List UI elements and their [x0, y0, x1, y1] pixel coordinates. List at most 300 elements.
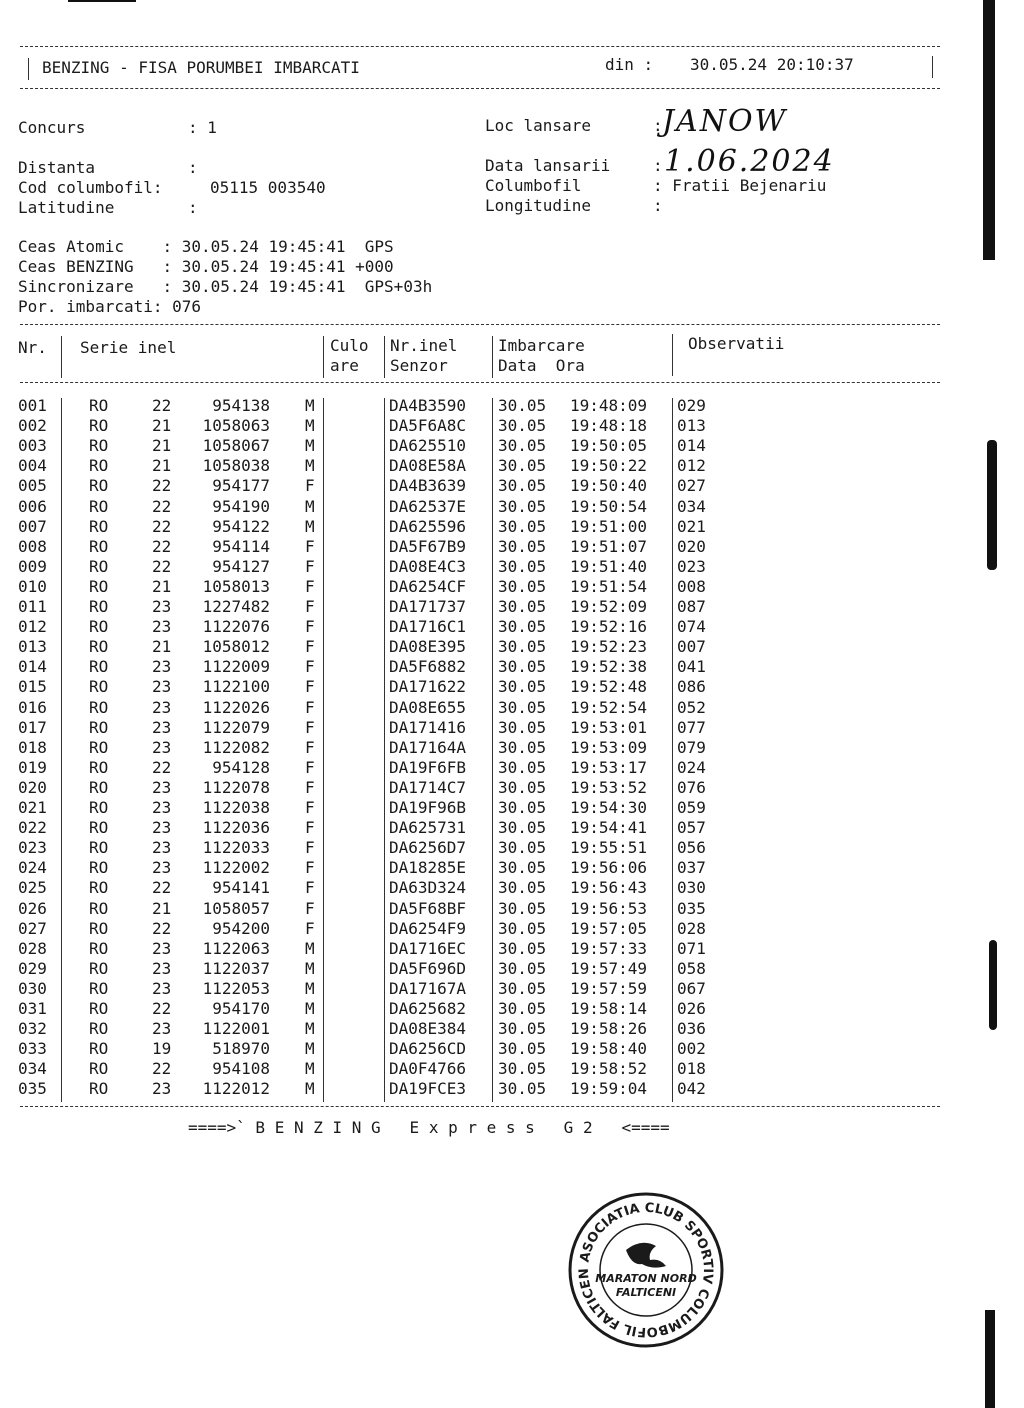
data-lansarii-label: Data lansarii — [485, 156, 611, 175]
cell-tara: RO — [89, 878, 109, 898]
cell-an: 21 — [152, 576, 172, 596]
header-sep-2 — [323, 336, 324, 378]
cell-obs: 041 — [677, 657, 706, 677]
cell-sex: F — [305, 576, 315, 596]
cell-obs: 087 — [677, 597, 706, 616]
cell-senzor: DA5F68BF — [389, 898, 467, 918]
cell-obs: 023 — [677, 556, 706, 576]
cell-senzor: DA625596 — [389, 516, 467, 536]
cell-ora: 19:51:54 — [570, 576, 648, 596]
cell-inel: 1058013 — [202, 576, 270, 596]
cell-nr: 004 — [18, 456, 47, 476]
cell-data: 30.05 — [498, 697, 547, 717]
stamp-inner-line-2: FALTICENI — [615, 1286, 677, 1299]
cell-obs: 086 — [677, 677, 706, 697]
cell-an: 23 — [152, 798, 172, 817]
cell-ora: 19:58:52 — [570, 1059, 648, 1079]
cell-nr: 008 — [18, 536, 47, 556]
cell-inel: 954170 — [212, 999, 270, 1018]
header-left-border — [28, 58, 29, 80]
cell-nr: 025 — [18, 878, 47, 898]
cell-senzor: DA1716C1 — [389, 617, 467, 637]
cell-tara: RO — [89, 516, 109, 536]
cell-senzor: DA19F96B — [389, 798, 467, 817]
table-row — [0, 939, 1024, 959]
cell-nr: 006 — [18, 496, 47, 516]
cell-sex: M — [305, 958, 315, 978]
table-row — [0, 517, 1024, 537]
cell-sex: F — [305, 818, 315, 838]
cell-nr: 021 — [18, 798, 47, 817]
cell-data: 30.05 — [498, 1039, 547, 1059]
cell-sex: M — [305, 1039, 315, 1059]
table-row — [0, 1019, 1024, 1039]
columbofil-value: : Fratii Bejenariu — [653, 176, 827, 195]
table-row — [0, 818, 1024, 838]
cell-sex: F — [305, 597, 315, 616]
cell-ora: 19:50:40 — [570, 476, 648, 496]
cell-sex: M — [305, 496, 315, 516]
cell-sex: F — [305, 556, 315, 576]
cell-tara: RO — [89, 918, 109, 938]
cell-senzor: DA171622 — [389, 677, 467, 697]
dove-icon — [626, 1243, 666, 1268]
cell-data: 30.05 — [498, 436, 547, 456]
col-header-nr-inel-1: Nr.inel — [390, 336, 458, 355]
cell-nr: 011 — [18, 597, 47, 616]
cell-senzor: DA6254F9 — [389, 918, 467, 938]
cell-an: 23 — [152, 858, 172, 878]
data-lansarii-handwritten: 1.06.2024 — [664, 144, 835, 179]
cell-sex: M — [305, 1019, 315, 1039]
cell-sex: M — [305, 396, 315, 415]
cell-sex: F — [305, 878, 315, 898]
col-header-imbarcare-2: Data Ora — [498, 356, 585, 375]
table-row — [0, 557, 1024, 577]
cell-obs: 012 — [677, 456, 706, 476]
cell-data: 30.05 — [498, 918, 547, 938]
table-bottom-rule — [20, 1106, 940, 1107]
cell-sex: F — [305, 918, 315, 938]
cell-obs: 058 — [677, 958, 706, 978]
cell-tara: RO — [89, 396, 109, 415]
cell-data: 30.05 — [498, 757, 547, 777]
cell-sex: F — [305, 777, 315, 797]
table-row — [0, 858, 1024, 878]
cell-tara: RO — [89, 617, 109, 637]
cell-tara: RO — [89, 798, 109, 817]
cell-tara: RO — [89, 999, 109, 1018]
cell-data: 30.05 — [498, 798, 547, 817]
cell-an: 23 — [152, 818, 172, 838]
cell-inel: 1122100 — [202, 677, 270, 697]
cell-ora: 19:53:09 — [570, 737, 648, 757]
table-row — [0, 416, 1024, 436]
cell-data: 30.05 — [498, 396, 547, 415]
cell-ora: 19:57:49 — [570, 958, 648, 978]
cell-senzor: DA17167A — [389, 978, 467, 998]
cell-nr: 035 — [18, 1079, 47, 1099]
header-sep-3 — [384, 336, 385, 378]
cell-tara: RO — [89, 677, 109, 697]
cell-an: 21 — [152, 436, 172, 456]
cell-data: 30.05 — [498, 898, 547, 918]
sincronizare-line: Sincronizare : 30.05.24 19:45:41 GPS+03h — [18, 277, 433, 296]
cell-obs: 037 — [677, 858, 706, 878]
cell-ora: 19:53:17 — [570, 757, 648, 777]
cell-tara: RO — [89, 536, 109, 556]
cell-data: 30.05 — [498, 657, 547, 677]
cell-data: 30.05 — [498, 576, 547, 596]
cell-inel: 1122037 — [202, 958, 270, 978]
cell-data: 30.05 — [498, 1059, 547, 1079]
cell-data: 30.05 — [498, 737, 547, 757]
cell-an: 23 — [152, 1019, 172, 1039]
cell-data: 30.05 — [498, 456, 547, 476]
cell-tara: RO — [89, 496, 109, 516]
cell-nr: 024 — [18, 858, 47, 878]
cell-data: 30.05 — [498, 958, 547, 978]
cell-nr: 031 — [18, 999, 47, 1018]
cod-columbofil-value: 05115 003540 — [210, 178, 326, 197]
cell-obs: 008 — [677, 576, 706, 596]
cell-ora: 19:50:54 — [570, 496, 648, 516]
cell-an: 23 — [152, 958, 172, 978]
table-row — [0, 497, 1024, 517]
cell-obs: 020 — [677, 536, 706, 556]
cell-an: 22 — [152, 396, 172, 415]
cell-an: 19 — [152, 1039, 172, 1059]
cell-an: 22 — [152, 556, 172, 576]
table-row — [0, 597, 1024, 617]
cell-senzor: DA1714C7 — [389, 777, 467, 797]
cell-nr: 028 — [18, 938, 47, 958]
cell-senzor: DA63D324 — [389, 878, 467, 898]
cell-tara: RO — [89, 1059, 109, 1079]
cell-inel: 1122053 — [202, 978, 270, 998]
cell-data: 30.05 — [498, 938, 547, 958]
table-row — [0, 979, 1024, 999]
header-right-border — [932, 56, 933, 78]
cell-inel: 1058063 — [202, 416, 270, 436]
cell-sex: F — [305, 476, 315, 496]
cell-senzor: DA17164A — [389, 737, 467, 757]
cell-an: 23 — [152, 938, 172, 958]
cell-sex: F — [305, 717, 315, 737]
cell-an: 22 — [152, 757, 172, 777]
din-timestamp: 30.05.24 20:10:37 — [690, 55, 854, 74]
table-row — [0, 899, 1024, 919]
cell-sex: M — [305, 999, 315, 1018]
distanta-label: Distanta — [18, 158, 96, 177]
cell-inel: 1122001 — [202, 1019, 270, 1039]
cell-senzor: DA08E384 — [389, 1019, 467, 1039]
cell-an: 21 — [152, 898, 172, 918]
cell-ora: 19:57:59 — [570, 978, 648, 998]
cell-ora: 19:58:40 — [570, 1039, 648, 1059]
cell-inel: 1122012 — [202, 1079, 270, 1099]
cell-obs: 034 — [677, 496, 706, 516]
cell-sex: F — [305, 697, 315, 717]
columbofil-label: Columbofil — [485, 176, 582, 195]
table-row — [0, 778, 1024, 798]
cell-sex: F — [305, 798, 315, 817]
cell-nr: 034 — [18, 1059, 47, 1079]
cell-ora: 19:52:16 — [570, 617, 648, 637]
cell-tara: RO — [89, 757, 109, 777]
cell-obs: 014 — [677, 436, 706, 456]
cell-inel: 1122082 — [202, 737, 270, 757]
cell-data: 30.05 — [498, 617, 547, 637]
cell-tara: RO — [89, 697, 109, 717]
cell-senzor: DA0F4766 — [389, 1059, 467, 1079]
cell-nr: 014 — [18, 657, 47, 677]
col-header-nr-inel-2: Senzor — [390, 356, 448, 375]
cell-an: 23 — [152, 737, 172, 757]
cell-nr: 012 — [18, 617, 47, 637]
table-row — [0, 617, 1024, 637]
cell-ora: 19:52:54 — [570, 697, 648, 717]
cell-inel: 954122 — [212, 516, 270, 536]
cell-data: 30.05 — [498, 476, 547, 496]
cell-nr: 029 — [18, 958, 47, 978]
cell-senzor: DA4B3590 — [389, 396, 467, 415]
cell-sex: M — [305, 436, 315, 456]
cell-inel: 1122033 — [202, 838, 270, 858]
table-top-rule — [20, 324, 940, 325]
cell-data: 30.05 — [498, 999, 547, 1018]
cell-nr: 018 — [18, 737, 47, 757]
scan-top-line — [68, 0, 136, 2]
cell-tara: RO — [89, 958, 109, 978]
stamp-outer-text: ASOCIATIA CLUB SPORTIV COLUMBOFIL FALTICEN — [576, 1200, 716, 1340]
cell-tara: RO — [89, 818, 109, 838]
cell-nr: 016 — [18, 697, 47, 717]
table-row — [0, 537, 1024, 557]
cell-nr: 003 — [18, 436, 47, 456]
cell-an: 22 — [152, 999, 172, 1018]
cell-inel: 954190 — [212, 496, 270, 516]
cell-data: 30.05 — [498, 717, 547, 737]
cell-tara: RO — [89, 436, 109, 456]
ceas-benzing-line: Ceas BENZING : 30.05.24 19:45:41 +000 — [18, 257, 394, 276]
latitudine-value: : — [188, 198, 198, 217]
cell-sex: F — [305, 677, 315, 697]
cell-inel: 1227482 — [202, 597, 270, 616]
cell-an: 23 — [152, 1079, 172, 1099]
cell-obs: 067 — [677, 978, 706, 998]
cell-obs: 002 — [677, 1039, 706, 1059]
cell-inel: 1058012 — [202, 637, 270, 657]
cell-data: 30.05 — [498, 556, 547, 576]
footer-banner: ====>` B E N Z I N G E x p r e s s G 2 <==== — [188, 1118, 670, 1137]
cell-obs: 079 — [677, 737, 706, 757]
cell-inel: 954128 — [212, 757, 270, 777]
cell-nr: 007 — [18, 516, 47, 536]
table-header-rule — [20, 382, 940, 383]
cell-an: 22 — [152, 516, 172, 536]
cell-inel: 518970 — [212, 1039, 270, 1059]
table-row — [0, 637, 1024, 657]
cell-an: 23 — [152, 597, 172, 616]
cell-an: 22 — [152, 878, 172, 898]
table-row — [0, 396, 1024, 416]
cell-ora: 19:52:38 — [570, 657, 648, 677]
cell-nr: 023 — [18, 838, 47, 858]
cell-obs: 018 — [677, 1059, 706, 1079]
longitudine-value: : — [653, 196, 663, 215]
table-row — [0, 436, 1024, 456]
cell-obs: 074 — [677, 617, 706, 637]
cell-sex: F — [305, 858, 315, 878]
table-row — [0, 838, 1024, 858]
cell-nr: 032 — [18, 1019, 47, 1039]
table-row — [0, 1079, 1024, 1099]
cell-tara: RO — [89, 938, 109, 958]
cell-an: 22 — [152, 1059, 172, 1079]
header-bottom-rule — [20, 88, 940, 89]
cell-inel: 954200 — [212, 918, 270, 938]
cell-senzor: DA6254CF — [389, 576, 467, 596]
cell-data: 30.05 — [498, 536, 547, 556]
din-label: din : — [605, 55, 654, 74]
latitudine-label: Latitudine — [18, 198, 115, 217]
cell-tara: RO — [89, 717, 109, 737]
cell-ora: 19:48:09 — [570, 396, 648, 415]
data-lansarii-sep: : — [653, 156, 663, 175]
header-sep-1 — [61, 336, 62, 378]
cell-inel: 1122038 — [202, 798, 270, 817]
cell-inel: 1058038 — [202, 456, 270, 476]
cell-an: 22 — [152, 536, 172, 556]
cell-nr: 001 — [18, 396, 47, 415]
cell-an: 23 — [152, 838, 172, 858]
cell-inel: 1122009 — [202, 657, 270, 677]
cell-ora: 19:55:51 — [570, 838, 648, 858]
cell-inel: 954114 — [212, 536, 270, 556]
cell-an: 22 — [152, 476, 172, 496]
header-sep-5 — [672, 334, 673, 376]
cell-obs: 059 — [677, 798, 706, 817]
cell-tara: RO — [89, 1019, 109, 1039]
cell-senzor: DA5F696D — [389, 958, 467, 978]
cell-an: 21 — [152, 637, 172, 657]
cell-ora: 19:58:14 — [570, 999, 648, 1018]
cell-ora: 19:53:01 — [570, 717, 648, 737]
longitudine-label: Longitudine — [485, 196, 591, 215]
col-header-serie: Serie inel — [80, 338, 177, 357]
cell-ora: 19:52:23 — [570, 637, 648, 657]
concurs-label: Concurs — [18, 118, 86, 137]
col-header-observatii: Observatii — [688, 334, 785, 353]
cell-sex: M — [305, 416, 315, 436]
cell-an: 22 — [152, 496, 172, 516]
cell-tara: RO — [89, 597, 109, 616]
cell-tara: RO — [89, 476, 109, 496]
cell-inel: 1122026 — [202, 697, 270, 717]
cell-obs: 027 — [677, 476, 706, 496]
cod-columbofil-label: Cod columbofil: — [18, 178, 163, 197]
cell-obs: 030 — [677, 878, 706, 898]
cell-data: 30.05 — [498, 1019, 547, 1039]
cell-senzor: DA08E395 — [389, 637, 467, 657]
cell-obs: 029 — [677, 396, 706, 415]
cell-senzor: DA1716EC — [389, 938, 467, 958]
cell-ora: 19:56:43 — [570, 878, 648, 898]
cell-ora: 19:59:04 — [570, 1079, 648, 1099]
table-row — [0, 878, 1024, 898]
table-row — [0, 959, 1024, 979]
cell-ora: 19:56:06 — [570, 858, 648, 878]
cell-tara: RO — [89, 416, 109, 436]
cell-nr: 010 — [18, 576, 47, 596]
cell-inel: 1122002 — [202, 858, 270, 878]
cell-sex: M — [305, 516, 315, 536]
cell-sex: F — [305, 637, 315, 657]
cell-nr: 002 — [18, 416, 47, 436]
cell-an: 23 — [152, 677, 172, 697]
cell-an: 23 — [152, 777, 172, 797]
concurs-value: : 1 — [188, 118, 217, 137]
cell-senzor: DA18285E — [389, 858, 467, 878]
cell-senzor: DA625682 — [389, 999, 467, 1018]
cell-data: 30.05 — [498, 637, 547, 657]
cell-an: 23 — [152, 657, 172, 677]
cell-tara: RO — [89, 1079, 109, 1099]
cell-data: 30.05 — [498, 838, 547, 858]
cell-data: 30.05 — [498, 597, 547, 616]
cell-data: 30.05 — [498, 416, 547, 436]
table-row — [0, 798, 1024, 818]
header-sep-4 — [492, 336, 493, 378]
loc-lansare-label: Loc lansare — [485, 116, 591, 135]
table-row — [0, 657, 1024, 677]
stamp-inner-line-1: MARATON NORD — [595, 1272, 697, 1285]
cell-obs: 026 — [677, 999, 706, 1018]
club-stamp — [566, 1190, 726, 1350]
distanta-value: : — [188, 158, 198, 177]
header-top-rule — [20, 46, 940, 47]
cell-tara: RO — [89, 978, 109, 998]
table-row — [0, 577, 1024, 597]
cell-tara: RO — [89, 456, 109, 476]
table-row — [0, 698, 1024, 718]
cell-data: 30.05 — [498, 1079, 547, 1099]
cell-tara: RO — [89, 777, 109, 797]
cell-sex: M — [305, 456, 315, 476]
scan-edge-mark-bottom — [985, 1310, 995, 1408]
cell-nr: 009 — [18, 556, 47, 576]
cell-tara: RO — [89, 576, 109, 596]
cell-obs: 076 — [677, 777, 706, 797]
cell-nr: 005 — [18, 476, 47, 496]
scan-edge-mark-top — [983, 0, 995, 260]
cell-inel: 954127 — [212, 556, 270, 576]
table-row — [0, 738, 1024, 758]
cell-senzor: DA08E58A — [389, 456, 467, 476]
cell-nr: 027 — [18, 918, 47, 938]
cell-data: 30.05 — [498, 496, 547, 516]
table-row — [0, 476, 1024, 496]
col-header-culoare-2: are — [330, 356, 359, 375]
cell-nr: 017 — [18, 717, 47, 737]
cell-inel: 1122079 — [202, 717, 270, 737]
cell-data: 30.05 — [498, 818, 547, 838]
cell-sex: F — [305, 657, 315, 677]
cell-an: 21 — [152, 416, 172, 436]
cell-sex: F — [305, 757, 315, 777]
col-header-nr: Nr. — [18, 338, 47, 357]
